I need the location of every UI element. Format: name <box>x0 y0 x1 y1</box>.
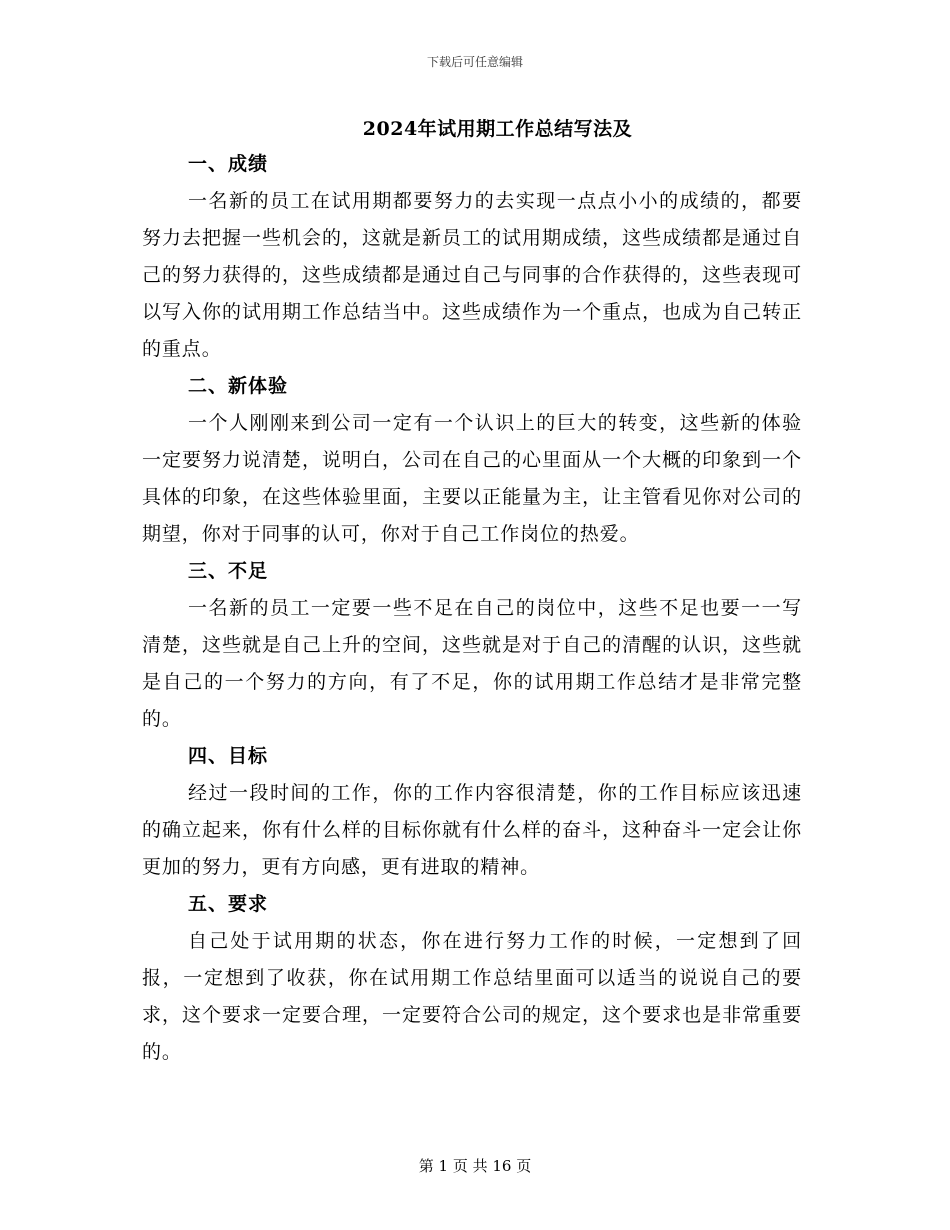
section-heading: 五、要求 <box>188 893 269 915</box>
section-paragraph: 一名新的员工在试用期都要努力的去实现一点点小小的成绩的，都要努力去把握一些机会的，这就是新员工的试用期成绩，这些成绩都是通过自己的努力获得的，这些成绩都是通过自己与同事的合作获得的，这些表现可以写入你的试用期工作总结当中。这些成绩作为一个重点，也成为自己转正的重点。 <box>142 190 802 360</box>
section-new-experience <box>142 368 802 553</box>
section-achievements <box>142 146 802 368</box>
header-note: 下载后可任意编辑 <box>426 55 523 69</box>
section-heading: 四、目标 <box>188 745 269 767</box>
section-paragraph: 一名新的员工一定要一些不足在自己的岗位中，这些不足也要一一写清楚，这些就是自己上升的空间，这些就是对于自己的清醒的认识，这些就是自己的一个努力的方向，有了不足，你的试用期工作总结才是非常完整的。 <box>142 597 802 730</box>
section-paragraph: 自己处于试用期的状态，你在进行努力工作的时候，一定想到了回报，一定想到了收获，你在试用期工作总结里面可以适当的说说自己的要求，这个要求一定要合理，一定要符合公司的规定，这个要求也是非常重要的。 <box>142 930 802 1063</box>
section-goals <box>142 738 802 886</box>
page-number: 第 1 页 共 16 页 <box>418 1157 532 1175</box>
section-paragraph: 一个人刚刚来到公司一定有一个认识上的巨大的转变，这些新的体验一定要努力说清楚，说明白，公司在自己的心里面从一个大概的印象到一个具体的印象，在这些体验里面，主要以正能量为主，让主管看见你对公司的期望，你对于同事的认可，你对于自己工作岗位的热爱。 <box>142 412 802 545</box>
section-paragraph: 经过一段时间的工作，你的工作内容很清楚，你的工作目标应该迅速的确立起来，你有什么样的目标你就有什么样的奋斗，这种奋斗一定会让你更加的努力，更有方向感，更有进取的精神。 <box>142 782 802 878</box>
section-requests <box>142 886 802 1071</box>
section-shortcomings <box>142 553 802 738</box>
section-heading: 二、新体验 <box>188 375 289 397</box>
section-heading: 三、不足 <box>188 560 269 582</box>
document-title: 2024年试用期工作总结写法及 <box>362 118 633 140</box>
section-heading: 一、成绩 <box>188 153 269 175</box>
document-body <box>142 146 802 1071</box>
